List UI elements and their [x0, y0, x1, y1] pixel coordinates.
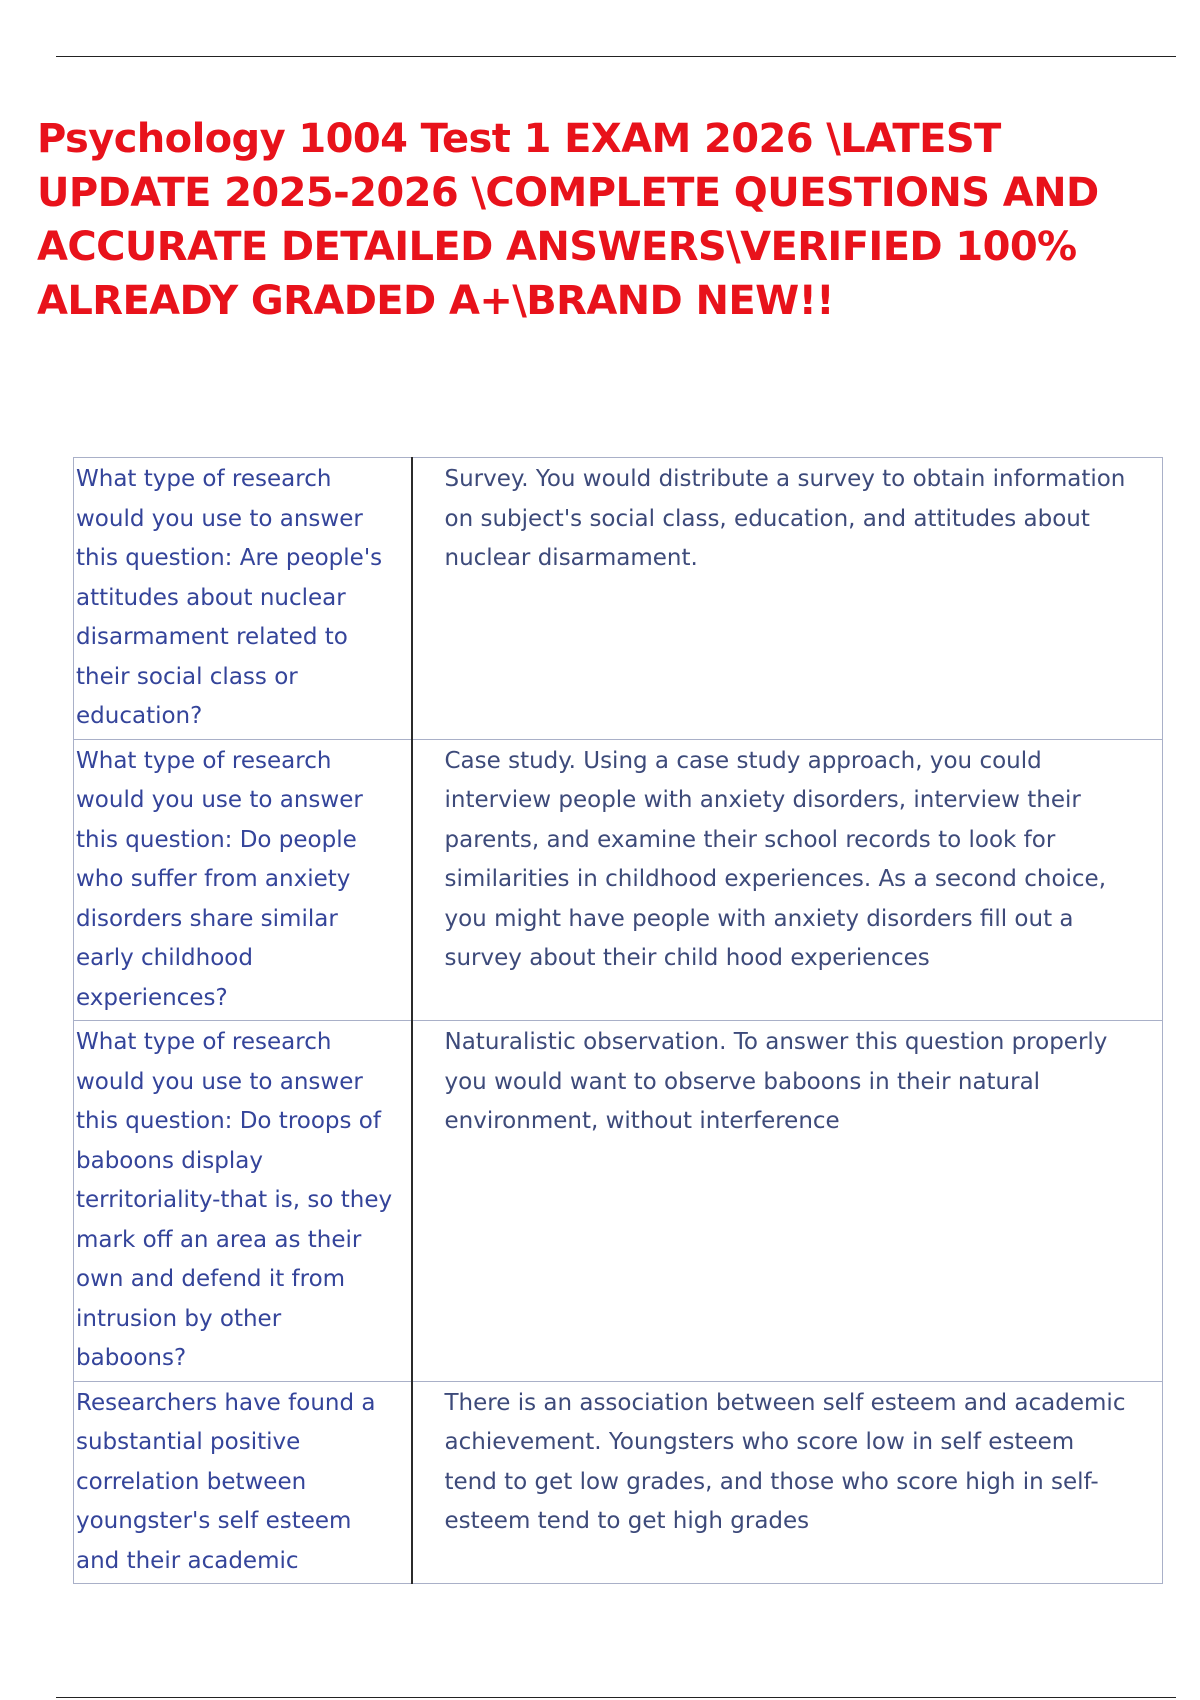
table-row [74, 739, 1163, 1021]
bottom-divider [56, 1697, 1176, 1698]
question-cell: Researchers have found a substantial positive correlation between youngster's self esteem and their academic [74, 1381, 412, 1584]
question-cell: What type of research would you use to answer this question: Are people's attitudes about nuclear disarmament related to their social class or education? [74, 458, 412, 740]
document-title: Psychology 1004 Test 1 EXAM 2026 \LATEST UPDATE 2025-2026 \COMPLETE QUESTIONS AND ACCURATE DETAILED ANSWERS\VERIFIED 100% ALREADY GRADED A+\BRAND NEW!! [37, 116, 1099, 324]
question-cell: What type of research would you use to answer this question: Do troops of baboons display territoriality-that is, so they mark off an area as their own and defend it from intrusion by other baboons? [74, 1021, 412, 1382]
answer-cell: There is an association between self esteem and academic achievement. Youngsters who score low in self esteem tend to get low grades, and those who score high in self-esteem tend to get high grades [412, 1381, 1163, 1584]
qa-table [73, 457, 1163, 1584]
table-row [74, 458, 1163, 740]
question-cell: What type of research would you use to answer this question: Do people who suffer from anxiety disorders share similar early childhood experiences? [74, 739, 412, 1021]
answer-cell: Case study. Using a case study approach, you could interview people with anxiety disorders, interview their parents, and examine their school records to look for similarities in childhood experiences. As a second choice, you might have people with anxiety disorders fill out a survey about their child hood experiences [412, 739, 1163, 1021]
answer-cell: Naturalistic observation. To answer this question properly you would want to observe baboons in their natural environment, without interference [412, 1021, 1163, 1382]
table-row [74, 1381, 1163, 1584]
top-divider [56, 56, 1176, 57]
table-row [74, 1021, 1163, 1382]
answer-cell: Survey. You would distribute a survey to obtain information on subject's social class, education, and attitudes about nuclear disarmament. [412, 458, 1163, 740]
